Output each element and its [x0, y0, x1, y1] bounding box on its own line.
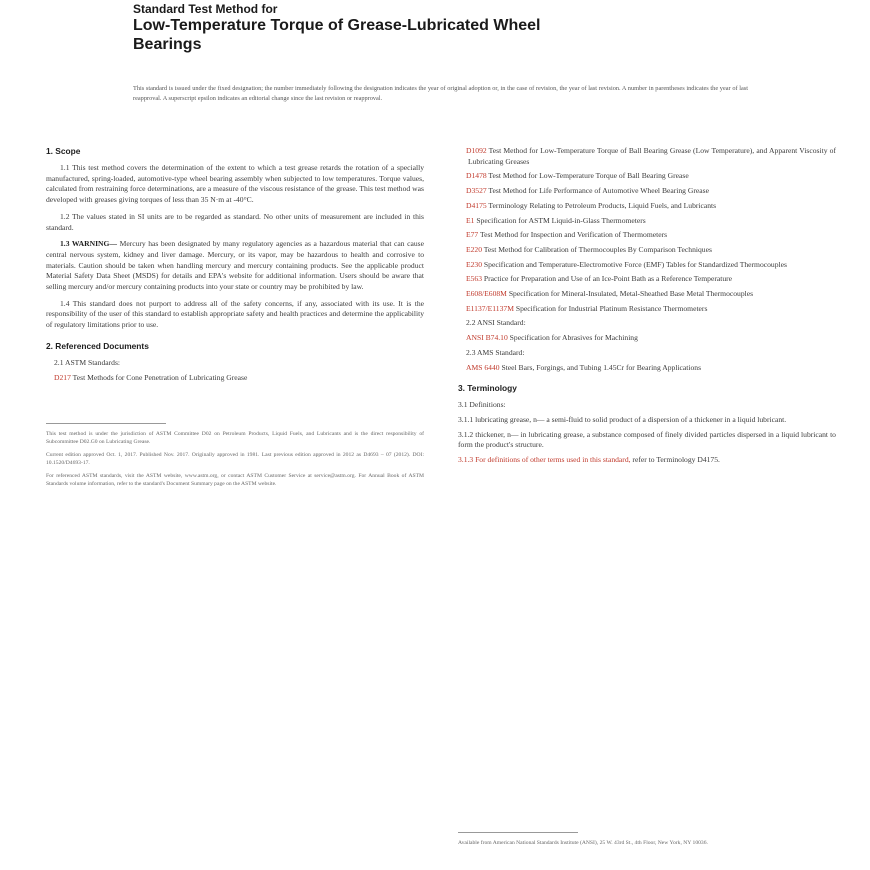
- right-footnote-block: [458, 822, 836, 852]
- ref-item: E77 Test Method for Inspection and Verification of Thermometers: [466, 230, 668, 240]
- ref-link[interactable]: E1: [466, 215, 475, 225]
- title-line-1: Standard Test Method for: [133, 2, 278, 16]
- title-line-3: Bearings: [133, 36, 202, 53]
- footnote: Available from American National Standards Institute (ANSI), 25 W. 43rd St., 4th Floor, New York, NY 10036.: [458, 840, 708, 846]
- section-heading-scope: 1. Scope: [46, 146, 81, 156]
- term-item: 3.1 Definitions:: [458, 400, 506, 410]
- footnote: This test method is under the jurisdiction of ASTM Committee D02 on Petroleum Products, Liquid Fuels, and Lubricants and is the direct responsibility of Subcommittee D02.G0 on Lubricating Grease.: [46, 431, 424, 446]
- ref-link[interactable]: D217: [54, 372, 71, 382]
- ref-item: E220 Test Method for Calibration of Thermocouples By Comparison Techniques: [466, 244, 712, 254]
- paragraph-1-2: 1.2 The values stated in SI units are to be regarded as standard. No other units of measurement are included in this standard.: [46, 211, 424, 232]
- ref-item: E563 Practice for Preparation and Use of an Ice-Point Bath as a Reference Temperature: [466, 274, 733, 284]
- ref-item: D217 Test Methods for Cone Penetration of Lubricating Grease: [54, 372, 248, 382]
- ref-item: E1 Specification for ASTM Liquid-in-Glass Thermometers: [466, 215, 646, 225]
- ref-link[interactable]: E220: [466, 244, 483, 254]
- ref-link[interactable]: E608/E608M: [466, 289, 507, 299]
- ref-item: D1092 Test Method for Low-Temperature Torque of Ball Bearing Grease (Low Temperature), and Apparent Viscosity of Lubricating Greases: [466, 146, 836, 166]
- ref-link[interactable]: ANSI B74.10: [466, 333, 508, 343]
- term-item: 3.1.1 lubricating grease, n— a semi-fluid to solid product of a dispersion of a thickener in a liquid lubricant.: [458, 414, 787, 424]
- footnote: Current edition approved Oct. 1, 2017. Published Nov. 2017. Originally approved in 1981. Last previous edition approved in 2012 as D4693 – 07 (2012). DOI: 10.1520/D4693-17.: [46, 452, 424, 467]
- ref-item: AMS 6440 Steel Bars, Forgings, and Tubing 1.45Cr for Bearing Applications: [466, 362, 702, 372]
- ref-item: D1478 Test Method for Low-Temperature Torque of Ball Bearing Grease: [466, 171, 689, 181]
- ref-item: D3527 Test Method for Life Performance of Automotive Wheel Bearing Grease: [466, 186, 709, 196]
- ref-link[interactable]: E1137/E1137M: [466, 303, 514, 313]
- ref-link[interactable]: D1092: [466, 146, 487, 155]
- ref-link[interactable]: D1478: [466, 171, 487, 181]
- paragraph-1-4: 1.4 This standard does not purport to address all of the safety concerns, if any, associated with its use. It is the responsibility of the user of this standard to establish appropriate safety and health practices and determine the applicability of regulatory limitations prior to use.: [46, 298, 424, 330]
- footnote: For referenced ASTM standards, visit the ASTM website, www.astm.org, or contact ASTM Customer Service at service@astm.org. For Annual Book of ASTM Standards volume information, refer to the standard's Document Summary page on the ASTM website.: [46, 473, 424, 488]
- section-heading-terminology: 3. Terminology: [458, 383, 517, 394]
- ref-item: E1137/E1137M Specification for Industrial Platinum Resistance Thermometers: [466, 303, 708, 313]
- term-item: 3.1.3 For definitions of other terms used in this standard, refer to Terminology D4175.: [458, 455, 720, 465]
- ref-link[interactable]: E563: [466, 274, 483, 284]
- ref-link[interactable]: D4175: [466, 200, 487, 210]
- warning-text: Mercury has been designated by many regulatory agencies as a hazardous material that can cause central nervous system, kidney and liver damage. Mercury, or its vapor, may be hazardous to health and corrosive to materials. Caution should be taken when handling mercury and mercury containing products. See the applicable product Material Safety Data Sheet (MSDS) for details and EPA's website for additional information. Users should be aware that selling mercury and/or mercury containing products into your state or country may be prohibited by law.: [46, 239, 424, 292]
- ref-item: E608/E608M Specification for Mineral-Insulated, Metal-Sheathed Base Metal Thermocouples: [466, 289, 754, 299]
- ref-item: E230 Specification and Temperature-Electromotive Force (EMF) Tables for Standardized Thermocouples: [466, 259, 787, 269]
- paragraph-1-3: [46, 239, 424, 293]
- intro-note: This standard is issued under the fixed designation; the number immediately following the designation indicates the year of original adoption or, in the case of revision, the year of last revision. A number in parentheses indicates the year of last reapproval. A superscript epsilon indicates an editorial change since the last revision or reapproval.: [133, 85, 748, 102]
- ref-item: ANSI B74.10 Specification for Abrasives for Machining: [466, 333, 638, 343]
- ref-link[interactable]: AMS 6440: [466, 362, 500, 372]
- paragraph-1-1: 1.1 This test method covers the determination of the extent to which a test grease retards the rotation of a specially manufactured, spring-loaded, automotive-type wheel bearing assembly when subjected to low temperatures. Torque values, calculated from restraining force determinations, are a measure of the viscous resistance of the grease. This test method was developed with greases giving torques of less than 35 N·m at -40°C.: [46, 163, 424, 205]
- left-column: [46, 146, 424, 493]
- footnote-rule: [46, 423, 166, 424]
- ref-link[interactable]: D3527: [466, 186, 487, 196]
- ref-subhead: 2.2 ANSI Standard:: [466, 318, 526, 328]
- ref-subhead: 2.1 ASTM Standards:: [54, 357, 121, 367]
- ref-link[interactable]: E77: [466, 230, 479, 240]
- document-title: [133, 2, 753, 54]
- ref-item: D4175 Terminology Relating to Petroleum Products, Liquid Fuels, and Lubricants: [466, 200, 717, 210]
- footnote-rule: [458, 832, 578, 833]
- right-column: [458, 146, 836, 470]
- section-heading-references: 2. Referenced Documents: [46, 340, 149, 351]
- term-item: 3.1.2 thickener, n— in lubricating grease, a substance composed of finely divided particles dispersed in a liquid lubricant to form the product's structure.: [458, 429, 836, 450]
- ref-subhead: 2.3 AMS Standard:: [466, 347, 525, 357]
- warning-label: 1.3 WARNING—: [60, 239, 118, 249]
- ref-link[interactable]: E230: [466, 259, 483, 269]
- title-line-2: Low-Temperature Torque of Grease-Lubricated Wheel: [133, 17, 541, 34]
